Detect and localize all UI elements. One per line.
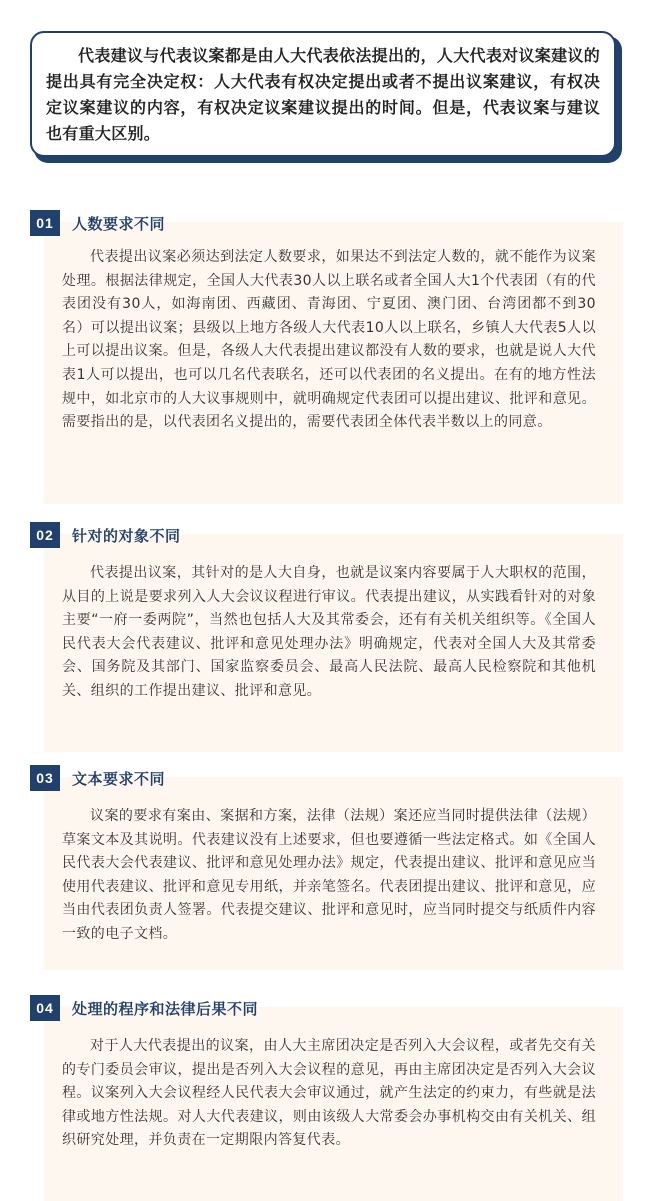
section-3-header [30, 765, 165, 791]
section-4-header [30, 995, 258, 1021]
section-3-title: 文本要求不同 [72, 769, 166, 788]
section-3-number: 03 [30, 765, 60, 791]
intro-text: 代表建议与代表议案都是由人大代表依法提出的，人大代表对议案建议的提出具有完全决定权：人大代表有权决定提出或者不提出议案建议，有权决定议案建议的内容，有权决定议案建议提出的时间。但是，代表议案与建议也有重大区别。 [46, 46, 600, 143]
section-4-number: 04 [30, 995, 60, 1021]
intro-callout [30, 31, 622, 163]
intro-box [30, 31, 616, 157]
section-2-header [30, 522, 181, 548]
section-2-body: 代表提出议案，其针对的是人大自身，也就是议案内容要属于人大职权的范围，从目的上说是要求列入人大会议议程进行审议。代表提出建议，从实践看针对的对象主要“一府一委两院”，当然也包括人大及其常委会，还有有关机关组织等。《全国人民代表大会代表建议、批评和意见处理办法》明确规定，代表对全国人大及其常委会、国务院及其部门、国家监察委员会、最高人民法院、最高人民检察院和其他机关、组织的工作提出建议、批评和意见。 [62, 565, 596, 699]
section-1-body: 代表提出议案必须达到法定人数要求，如果达不到法定人数的，就不能作为议案处理。根据法律规定，全国人大代表30人以上联名或者全国人大1个代表团（有的代表团没有30人，如海南团、西藏团、青海团、宁夏团、澳门团、台湾团都不到30名）可以提出议案；县级以上地方各级人大代表10人以上联名，乡镇人大代表5人以上可以提出议案。但是，各级人大代表提出建议都没有人数的要求，也就是说人大代表1人可以提出，也可以几名代表联名，还可以代表团的名义提出。在有的地方性法规中，如北京市的人大议事规则中，就明确规定代表团可以提出建议、批评和意见。需要指出的是，以代表团名义提出的，需要代表团全体代表半数以上的同意。 [62, 249, 596, 431]
section-4-body: 对于人大代表提出的议案，由人大主席团决定是否列入大会议程，或者先交有关的专门委员会审议，提出是否列入大会议程的意见，再由主席团决定是否列入大会议程。议案列入大会议程经人民代表大会审议通过，就产生法定的约束力，有些就是法律或地方性法规。对人大代表建议，则由该级人大常委会办事机构交由有关机关、组织研究处理，并负责在一定期限内答复代表。 [62, 1038, 596, 1149]
section-2-number: 02 [30, 522, 60, 548]
section-4-title: 处理的程序和法律后果不同 [72, 999, 259, 1018]
section-2-title: 针对的对象不同 [72, 526, 181, 545]
section-1-title: 人数要求不同 [72, 214, 166, 233]
section-1-number: 01 [30, 210, 60, 236]
section-3-body: 议案的要求有案由、案据和方案，法律（法规）案还应当同时提供法律（法规）草案文本及其说明。代表建议没有上述要求，但也要遵循一些法定格式。如《全国人民代表大会代表建议、批评和意见处理办法》规定，代表提出建议、批评和意见应当使用代表建议、批评和意见专用纸，并亲笔签名。代表团提出建议、批评和意见，应当由代表团负责人签署。代表提交建议、批评和意见时，应当同时提交与纸质件内容一致的电子文档。 [62, 808, 596, 942]
section-1-header [30, 210, 165, 236]
